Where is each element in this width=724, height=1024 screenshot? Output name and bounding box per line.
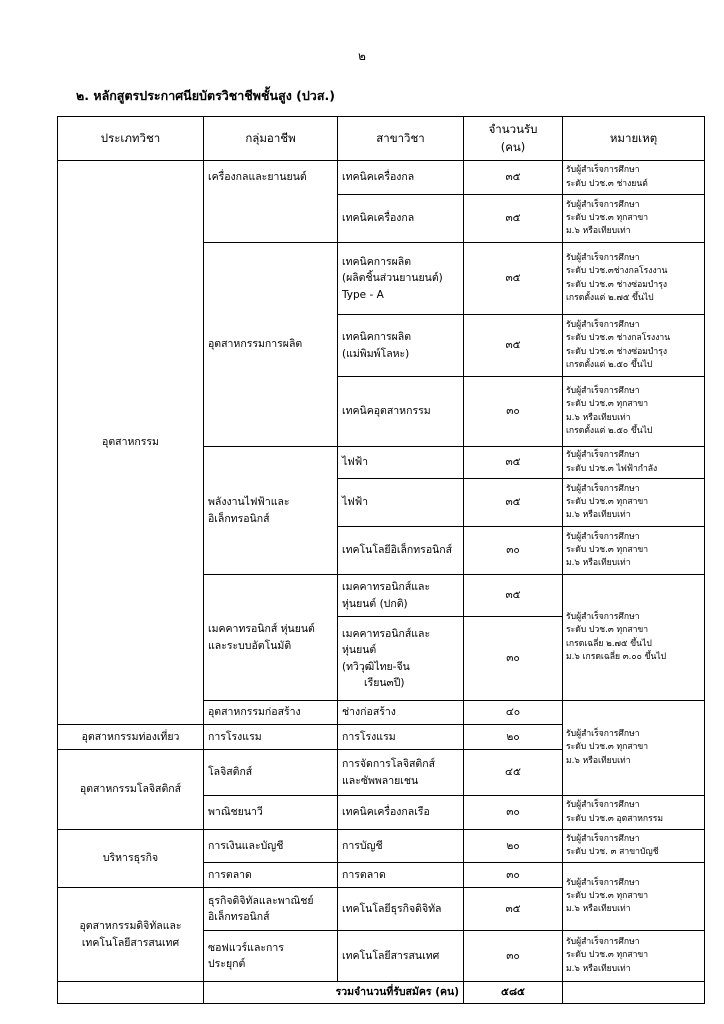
intake-cell: ๓๐ <box>464 796 563 830</box>
table-row <box>58 830 705 863</box>
remark-cell: รับผู้สำเร็จการศึกษา ระดับ ปวช.๓ ทุกสาขา ม.๖ หรือเทียบเท่า <box>563 863 705 931</box>
major-text-cont: เรียน๓ปี) <box>364 676 405 689</box>
remark-cell: รับผู้สำเร็จการศึกษา ระดับ ปวช.๓ ไฟฟ้ากำลัง <box>563 447 705 479</box>
major-cell: การตลาด <box>338 863 464 888</box>
table-row <box>58 161 705 195</box>
major-cell: การโรงแรม <box>338 725 464 750</box>
category-cell: บริหารธุรกิจ <box>58 830 204 888</box>
major-cell: เทคโนโลยีอิเล็กทรอนิกส์ <box>338 527 464 575</box>
group-cell: การตลาด <box>204 863 338 888</box>
intake-cell: ๓๐ <box>464 931 563 982</box>
intake-cell: ๓๕ <box>464 315 563 377</box>
intake-cell: ๓๐ <box>464 377 563 447</box>
intake-cell: ๔๐ <box>464 701 563 725</box>
major-cell: ไฟฟ้า <box>338 447 464 479</box>
total-empty-cell <box>58 982 204 1004</box>
header-major: สาขาวิชา <box>338 117 464 161</box>
total-value: ๕๘๕ <box>464 982 563 1004</box>
remark-cell: รับผู้สำเร็จการศึกษา ระดับ ปวช.๓ ทุกสาขา ม.๖ หรือเทียบเท่า <box>563 195 705 243</box>
remark-cell: รับผู้สำเร็จการศึกษา ระดับ ปวช.๓ อุตสาหกรรม <box>563 796 705 830</box>
intake-cell: ๓๕ <box>464 479 563 527</box>
remark-cell: รับผู้สำเร็จการศึกษา ระดับ ปวช.๓ ทุกสาขา เกรดเฉลี่ย ๒.๗๕ ขึ้นไป ม.๖ เกรดเฉลี่ย ๓.๐๐ ขึ้นไป <box>563 575 705 701</box>
major-cell: การจัดการโลจิสติกส์ และซัพพลายเชน <box>338 750 464 796</box>
header-group: กลุ่มอาชีพ <box>204 117 338 161</box>
group-cell: ซอฟแวร์และการ ประยุกต์ <box>204 931 338 982</box>
category-cell: อุตสาหกรรมโลจิสติกส์ <box>58 750 204 830</box>
intake-cell: ๓๕ <box>464 575 563 617</box>
group-cell: พลังงานไฟฟ้าและ อิเล็กทรอนิกส์ <box>204 447 338 575</box>
remark-cell: รับผู้สำเร็จการศึกษา ระดับ ปวช.๓ ทุกสาขา ม.๖ หรือเทียบเท่า เกรดตั้งแต่ ๒.๕๐ ขึ้นไป <box>563 377 705 447</box>
remark-cell: รับผู้สำเร็จการศึกษา ระดับ ปวช.๓ ทุกสาขา ม.๖ หรือเทียบเท่า <box>563 701 705 796</box>
remark-cell: รับผู้สำเร็จการศึกษา ระดับ ปวช.๓ช่างกลโรงงาน ระดับ ปวช.๓ ช่างซ่อมบำรุง เกรดตั้งแต่ ๒.๗๕ ขึ้นไป <box>563 243 705 315</box>
intake-cell: ๓๕ <box>464 447 563 479</box>
curriculum-table <box>57 116 705 1004</box>
group-cell: เมคคาทรอนิกส์ หุ่นยนต์ และระบบอัตโนมัติ <box>204 575 338 701</box>
major-cell: เทคนิคการผลิต (ผลิตชิ้นส่วนยานยนต์) Type - A <box>338 243 464 315</box>
group-cell: การเงินและบัญชี <box>204 830 338 863</box>
major-text: เมคคาทรอนิกส์และ หุ่นยนต์ (ทวิวุฒิไทย-จีน <box>342 627 431 673</box>
total-label: รวมจำนวนที่รับสมัคร (คน) <box>204 982 464 1004</box>
header-row <box>58 117 705 161</box>
remark-cell: รับผู้สำเร็จการศึกษา ระดับ ปวช. ๓ สาขาบัญชี <box>563 830 705 863</box>
intake-cell: ๓๐ <box>464 617 563 701</box>
major-cell <box>338 617 464 701</box>
major-cell: ช่างก่อสร้าง <box>338 701 464 725</box>
header-intake: จำนวนรับ (คน) <box>464 117 563 161</box>
category-cell: อุตสาหกรรมท่องเที่ยว <box>58 725 204 750</box>
group-cell: พาณิชยนาวี <box>204 796 338 830</box>
major-cell: เทคนิคเครื่องกลเรือ <box>338 796 464 830</box>
intake-cell: ๓๕ <box>464 243 563 315</box>
intake-cell: ๒๐ <box>464 830 563 863</box>
intake-cell: ๓๐ <box>464 863 563 888</box>
remark-cell: รับผู้สำเร็จการศึกษา ระดับ ปวช.๓ ทุกสาขา ม.๖ หรือเทียบเท่า <box>563 479 705 527</box>
category-cell: อุตสาหกรรม <box>58 161 204 725</box>
section-heading: ๒. หลักสูตรประกาศนียบัตรวิชาชีพชั้นสูง (ปวส.) <box>76 88 335 103</box>
major-cell: เทคนิคอุตสาหกรรม <box>338 377 464 447</box>
group-cell: อุตสาหกรรมการผลิต <box>204 243 338 447</box>
remark-cell: รับผู้สำเร็จการศึกษา ระดับ ปวช.๓ ทุกสาขา ม.๖ หรือเทียบเท่า <box>563 527 705 575</box>
group-cell: โลจิสติกส์ <box>204 750 338 796</box>
remark-cell: รับผู้สำเร็จการศึกษา ระดับ ปวช.๓ ช่างกลโรงงาน ระดับ ปวช.๓ ช่างซ่อมบำรุง เกรดตั้งแต่ ๒.๕๐ ขึ้นไป <box>563 315 705 377</box>
group-cell: ธุรกิจดิจิทัลและพาณิชย์ อิเล็กทรอนิกส์ <box>204 888 338 931</box>
major-cell: เทคนิคเครื่องกล <box>338 161 464 195</box>
major-cell: เทคโนโลยีธุรกิจดิจิทัล <box>338 888 464 931</box>
intake-cell: ๔๕ <box>464 750 563 796</box>
intake-cell: ๓๕ <box>464 195 563 243</box>
group-cell: เครื่องกลและยานยนต์ <box>204 161 338 243</box>
intake-cell: ๒๐ <box>464 725 563 750</box>
major-cell: ไฟฟ้า <box>338 479 464 527</box>
page-number: ๒ <box>358 49 366 63</box>
header-remark: หมายเหตุ <box>563 117 705 161</box>
major-cell: เทคโนโลยีสารสนเทศ <box>338 931 464 982</box>
remark-cell: รับผู้สำเร็จการศึกษา ระดับ ปวช.๓ ทุกสาขา ม.๖ หรือเทียบเท่า <box>563 931 705 982</box>
intake-cell: ๓๕ <box>464 161 563 195</box>
header-category: ประเภทวิชา <box>58 117 204 161</box>
group-cell: อุตสาหกรรมก่อสร้าง <box>204 701 338 725</box>
major-cell: เทคนิคเครื่องกล <box>338 195 464 243</box>
major-cell: เทคนิคการผลิต (แม่พิมพ์โลหะ) <box>338 315 464 377</box>
major-cell: การบัญชี <box>338 830 464 863</box>
intake-cell: ๓๕ <box>464 888 563 931</box>
category-cell: อุตสาหกรรมดิจิทัลและ เทคโนโลยีสารสนเทศ <box>58 888 204 982</box>
total-row <box>58 982 705 1004</box>
total-remark-cell <box>563 982 705 1004</box>
group-cell: การโรงแรม <box>204 725 338 750</box>
remark-cell: รับผู้สำเร็จการศึกษา ระดับ ปวช.๓ ช่างยนต์ <box>563 161 705 195</box>
intake-cell: ๓๐ <box>464 527 563 575</box>
major-cell: เมคคาทรอนิกส์และ หุ่นยนต์ (ปกติ) <box>338 575 464 617</box>
